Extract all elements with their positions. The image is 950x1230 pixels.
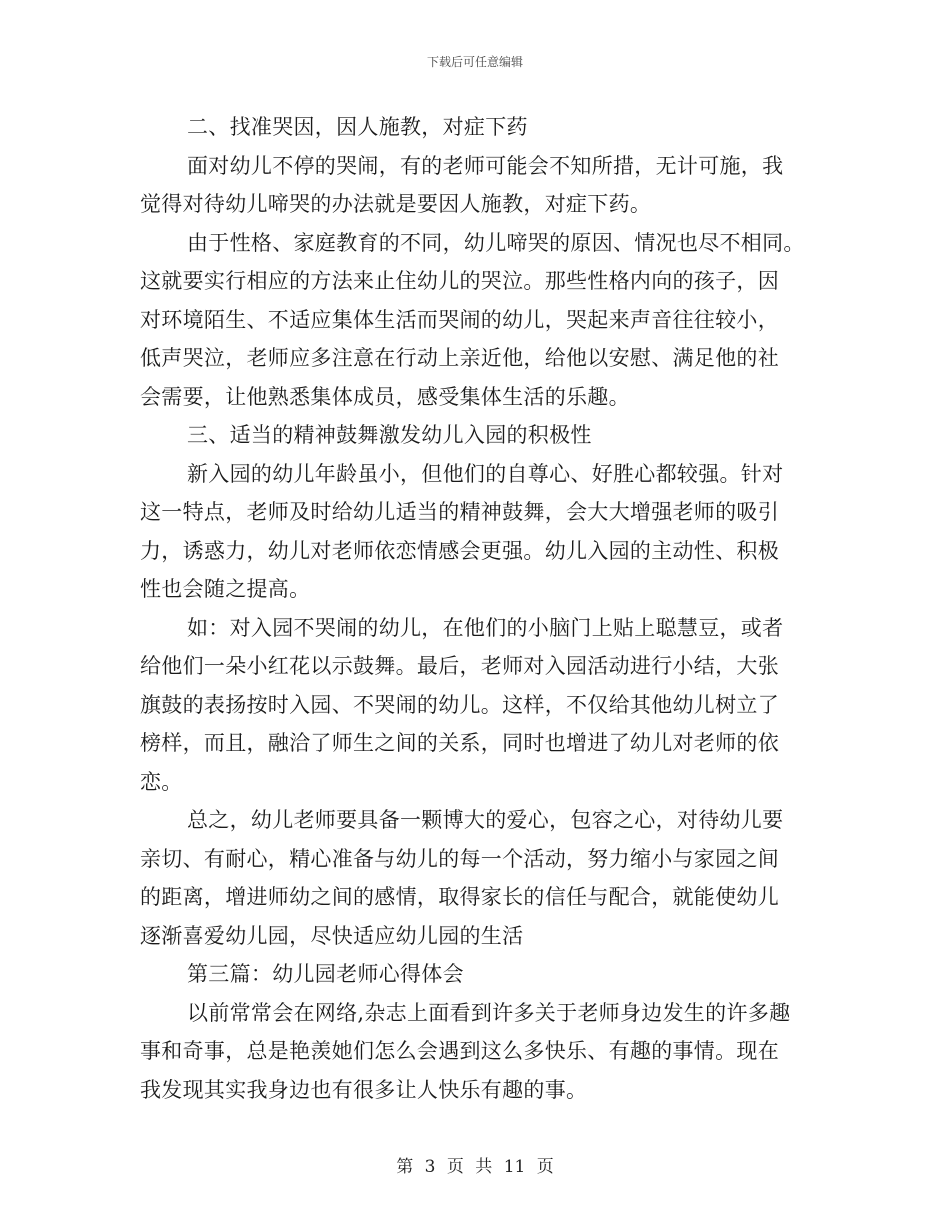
text-line: 给他们一朵小红花以示鼓舞。最后，老师对入园活动进行小结，大张 [140,654,779,678]
text-line: 的距离，增进师幼之间的感情，取得家长的信任与配合，就能使幼儿 [140,885,779,909]
text-line: 由于性格、家庭教育的不同，幼儿啼哭的原因、情况也尽不相同。 [187,230,805,255]
text-line: 觉得对待幼儿啼哭的办法就是要因人施教，对症下药。 [140,192,652,216]
text-line: 逐渐喜爱幼儿园，尽快适应幼儿园的生活 [140,923,524,948]
text-line: 以前常常会在网络,杂志上面看到许多关于老师身边发生的许多趣 [187,1000,791,1025]
text-line: 总之，幼儿老师要具备一颗博大的爱心，包容之心，对待幼儿要 [187,808,784,832]
document-body [140,108,810,1109]
page-header: 下载后可任意编辑 [426,55,523,69]
text-line: 亲切、有耐心，精心准备与幼儿的每一个活动，努力缩小与家园之间 [140,846,779,871]
text-line: 对环境陌生、不适应集体生活而哭闹的幼儿，哭起来声音往往较小， [140,307,779,332]
text-line: 会需要，让他熟悉集体成员，感受集体生活的乐趣。 [140,384,630,409]
text-line: 第三篇：幼儿园老师心得体会 [187,962,464,986]
text-line: 三、适当的精神鼓舞激发幼儿入园的积极性 [187,423,592,447]
text-line: 事和奇事，总是艳羡她们怎么会遇到这么多快乐、有趣的事情。现在 [140,1039,779,1063]
page-footer: 第 3 页 共 11 页 [396,1157,554,1177]
text-line: 力，诱惑力，幼儿对老师依恋情感会更强。幼儿入园的主动性、积极 [140,538,779,563]
text-line: 恋。 [140,769,183,794]
text-line: 旗鼓的表扬按时入园、不哭闹的幼儿。这样，不仅给其他幼儿树立了 [140,692,779,717]
text-line: 低声哭泣，老师应多注意在行动上亲近他，给他以安慰、满足他的社 [140,346,779,370]
text-line: 榜样，而且，融洽了师生之间的关系，同时也增进了幼儿对老师的依 [140,731,779,755]
text-line: 新入园的幼儿年龄虽小，但他们的自尊心、好胜心都较强。针对 [187,461,784,486]
text-line: 性也会随之提高。 [140,577,311,601]
text-line: 这一特点，老师及时给幼儿适当的精神鼓舞，会大大增强老师的吸引 [140,500,779,524]
text-line: 如：对入园不哭闹的幼儿，在他们的小脑门上贴上聪慧豆，或者 [187,615,784,640]
text-line: 二、找准哭因，因人施教，对症下药 [187,115,528,139]
text-line: 这就要实行相应的方法来止住幼儿的哭泣。那些性格内向的孩子，因 [140,269,779,293]
text-line: 面对幼儿不停的哭闹，有的老师可能会不知所措，无计可施，我 [187,153,784,178]
text-line: 我发现其实我身边也有很多让人快乐有趣的事。 [140,1077,588,1102]
